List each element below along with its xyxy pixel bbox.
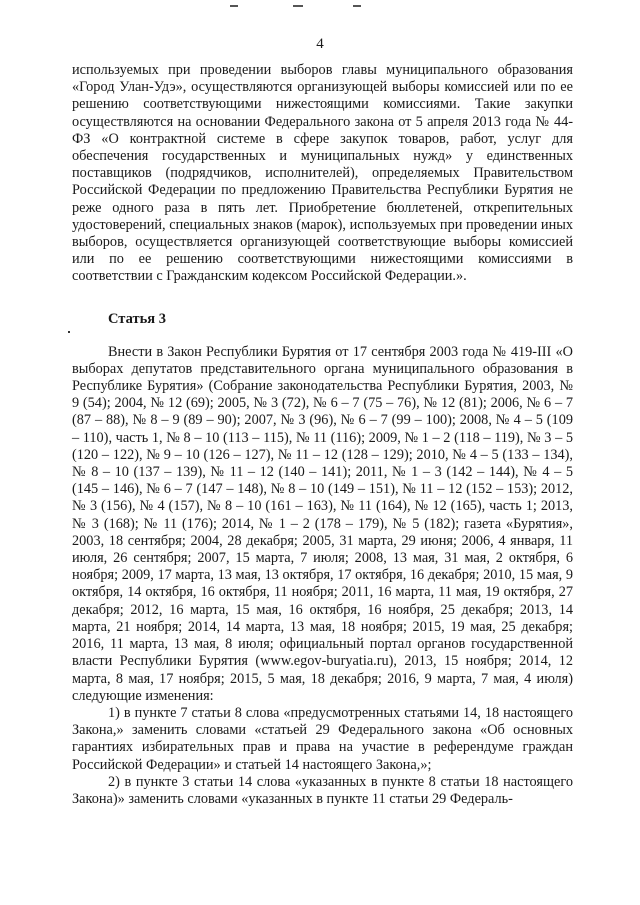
- scan-top-marks: [225, 2, 375, 12]
- intro-paragraph: используемых при проведении выборов главы муниципального образования «Город Улан-Удэ», осуществляются организующей выборы комиссией или по ее решению соответствующими нижестоящими комиссиями. Такие закупки осуществляются на основании Федерального закона от 5 апреля 2013 года № 44-ФЗ «О контрактной системе в сфере закупок товаров, работ, услуг для обеспечения государственных и муниципальных нужд» у единственных поставщиков (подрядчиков, исполнителей), определяемых Правительством Российской Федерации по предложению Правительства Республики Бурятия не реже одного раза в пять лет. Приобретение бюллетеней, открепительных удостоверений, специальных знаков (марок), используемых при проведении иных выборов, осуществляется организующей соответствующие выборы комиссией или по ее решению соответствующими нижестоящими комиссиями в соответствии с Гражданским кодексом Российской Федерации.».: [72, 62, 573, 285]
- scan-speck: [68, 331, 70, 333]
- article-heading: Статья 3: [108, 310, 166, 327]
- article-paragraph: Внести в Закон Республики Бурятия от 17 сентября 2003 года № 419-III «О выборах депутатов представительного органа муниципального образования в Республике Бурятия» (Собрание законодательства Республики Бурятия, 2003, № 9 (54); 2004, № 12 (69); 2005, № 3 (72), № 6 – 7 (75 – 76), № 12 (81); 2006, № 6 – 7 (87 – 88), № 8 – 9 (89 – 90); 2007, № 3 (96), № 6 – 7 (99 – 100); 2008, № 4 – 5 (109 – 110), часть 1, № 8 – 10 (113 – 115), № 11 (116); 2009, № 1 – 2 (118 – 119), № 3 – 5 (120 – 122), № 9 – 10 (126 – 127), № 11 – 12 (128 – 129); 2010, № 4 – 5 (133 – 134), № 8 – 10 (137 – 139), № 11 – 12 (140 – 141); 2011, № 1 – 3 (142 – 144), № 4 – 5 (145 – 146), № 6 – 7 (147 – 148), № 8 – 10 (149 – 151), № 11 – 12 (152 – 153); 2012, № 3 (156), № 4 (157), № 8 – 10 (161 – 163), № 11 (164), № 12 (165), часть 1; 2013, № 3 (168); № 11 (176); 2014, № 1 – 2 (178 – 179), № 5 (182); газета «Бурятия», 2003, 18 сентября; 2004, 28 декабря; 2005, 31 марта, 29 июня; 2006, 4 января, 11 июля, 26 сентября; 2007, 15 марта, 7 июля; 2008, 13 мая, 31 мая, 2 октября, 6 ноября; 2009, 17 марта, 13 мая, 13 октября, 17 октября, 16 декабря; 2010, 15 мая, 9 октября, 14 октября, 16 октября, 11 ноября; 2011, 16 марта, 11 мая, 19 октября, 27 декабря; 2012, 16 марта, 15 мая, 16 октября, 16 ноября, 25 декабря; 2013, 14 марта, 21 ноября; 2014, 14 марта, 13 мая, 18 ноября; 2015, 19 мая, 25 декабря; 2016, 11 марта, 13 мая, 8 июля; официальный портал органов государственной власти Республики Бурятия (www.egov-buryatia.ru), 2013, 15 ноября; 2014, 12 марта, 8 мая, 17 ноября; 2015, 5 мая, 18 декабря; 2016, 9 марта, 7 мая, 4 июля) следующие изменения:: [72, 343, 573, 704]
- amendment-item-2: 2) в пункте 3 статьи 14 слова «указанных в пункте 8 статьи 18 настоящего Закона)» заменить словами «указанных в пункте 11 статьи 29 Федераль-: [72, 773, 573, 807]
- page-number: 4: [316, 36, 324, 52]
- document-body: [72, 62, 573, 808]
- amendment-item-1: 1) в пункте 7 статьи 8 слова «предусмотренных статьями 14, 18 настоящего Закона,» заменить словами «статьей 29 Федерального закона «Об основных гарантиях избирательных прав и права на участие в референдуме граждан Российской Федерации» и статьей 14 настоящего Закона,»;: [72, 704, 573, 773]
